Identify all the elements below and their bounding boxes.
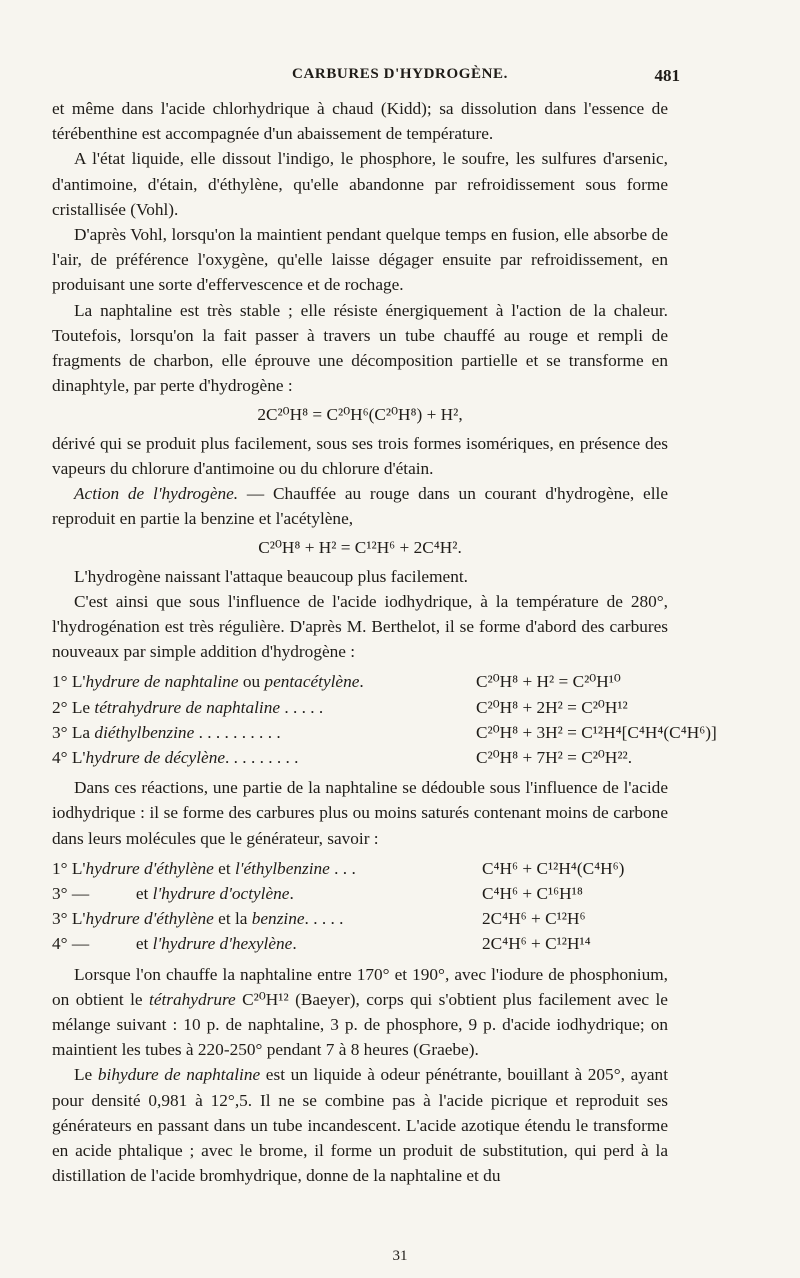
paragraph: et même dans l'acide chlorhydrique à chaud (Kidd); sa dissolution dans l'essence de térébenthine est accompagnée d'un abaissement de température.	[52, 99, 668, 144]
reaction-label: 1° L'hydrure d'éthylène et l'éthylbenzine . . .	[52, 858, 356, 878]
signature-mark: 31	[392, 1248, 408, 1264]
reaction-row	[52, 745, 668, 770]
reaction-label: 3° — et l'hydrure d'octylène.	[52, 884, 294, 904]
reaction-label: 3° L'hydrure d'éthylène et la benzine. . . . .	[52, 909, 344, 929]
reaction-label: 4° — et l'hydrure d'hexylène.	[52, 934, 297, 954]
reaction-list-2	[52, 856, 668, 957]
reaction-formula: C²⁰H⁸ + H² = C²⁰H¹⁰	[476, 672, 621, 692]
reaction-formula: 2C⁴H⁶ + C¹²H⁶	[482, 909, 586, 929]
paragraph: Le bihydure de naphtaline est un liquide à odeur pénétrante, bouillant à 205°, ayant pour densité 0,981 à 12°,5. Il ne se combine pas à l'acide picrique et reproduit ses générateurs en passant dans un tube incandescent. L'acide azotique étendu le transforme en acide phtalique ; avec le brome, il forme un produit de substitution, qui perd à la distillation de l'acide bromhydrique, donne de la naphtaline et du	[52, 1065, 668, 1186]
paragraph: L'hydrogène naissant l'attaque beaucoup plus facilement.	[74, 566, 468, 586]
reaction-row	[52, 669, 668, 694]
paragraph: Lorsque l'on chauffe la naphtaline entre 170° et 190°, avec l'iodure de phosphonium, on obtient le tétrahydrure C²⁰H¹² (Baeyer), corps qui s'obtient plus facilement avec le mélange suivant : 10 p. de naphtaline, 3 p. de phosphore, 9 p. d'acide iodhydrique; on maintient les tubes à 220-250° pendant 7 à 8 heures (Graebe).	[52, 964, 668, 1060]
reaction-row	[52, 856, 668, 881]
reaction-formula: C²⁰H⁸ + 3H² = C¹²H⁴[C⁴H⁴(C⁴H⁶)]	[476, 722, 717, 742]
paragraph: A l'état liquide, elle dissout l'indigo, le phosphore, le soufre, les sulfures d'arsenic, d'antimoine, d'étain, d'éthylène, qu'elle abandonne par refroidissement sous forme cristallisée (Vohl).	[52, 149, 668, 219]
reaction-row	[52, 695, 668, 720]
reaction-formula: C⁴H⁶ + C¹²H⁴(C⁴H⁶)	[482, 858, 625, 878]
reaction-list-1	[52, 669, 717, 770]
paragraph	[52, 481, 668, 531]
reaction-row	[52, 881, 668, 906]
paragraph: Dans ces réactions, une partie de la naphtaline se dédouble sous l'influence de l'acide iodhydrique : il se forme des carbures plus ou moins saturés contenant moins de carbone dans leurs molécules que le générateur, savoir :	[52, 778, 668, 848]
inline-formula: C²⁰H¹²	[242, 989, 289, 1009]
equation-hydrogenation: C²⁰H⁸ + H² = C¹²H⁶ + 2C⁴H².	[258, 538, 462, 558]
equation-dinaphtyle: 2C²⁰H⁸ = C²⁰H⁶(C²⁰H⁸) + H²,	[257, 405, 463, 425]
paragraph: D'après Vohl, lorsqu'on la maintient pendant quelque temps en fusion, elle absorbe de l'air, de préférence l'oxygène, qu'elle laisse dégager ensuite par refroidissement, en produisant une sorte d'effervescence et de rochage.	[52, 225, 668, 295]
running-title: CARBURES D'HYDROGÈNE.	[292, 66, 508, 82]
reaction-formula: C⁴H⁶ + C¹⁶H¹⁸	[482, 884, 583, 904]
reaction-label: 4° L'hydrure de décylène. . . . . . . . .	[52, 748, 299, 768]
section-title: Action de l'hydrogène.	[74, 484, 239, 504]
reaction-label: 3° La diéthylbenzine . . . . . . . . . .	[52, 722, 281, 742]
reaction-row	[52, 720, 717, 745]
reaction-row	[52, 931, 668, 956]
page-number: 481	[654, 66, 680, 85]
reaction-label: 2° Le tétrahydrure de naphtaline . . . . .	[52, 697, 324, 717]
paragraph-text: — Chauffée au rouge dans un courant d'hydrogène, elle reproduit en partie la benzine et l'acétylène,	[52, 484, 668, 529]
body-text	[52, 96, 717, 1188]
paragraph: C'est ainsi que sous l'influence de l'acide iodhydrique, à la température de 280°, l'hydrogénation est très régulière. D'après M. Berthelot, il se forme d'abord des carbures nouveaux par simple addition d'hydrogène :	[52, 591, 668, 662]
reaction-formula: C²⁰H⁸ + 7H² = C²⁰H²².	[476, 748, 633, 768]
reaction-formula: 2C⁴H⁶ + C¹²H¹⁴	[482, 934, 591, 954]
paragraph: La naphtaline est très stable ; elle résiste énergiquement à l'action de la chaleur. Toutefois, lorsqu'on la fait passer à travers un tube chauffé au rouge et rempli de fragments de charbon, elle éprouve une décomposition partielle et se transforme en dinaphtyle, par perte d'hydrogène :	[52, 300, 668, 396]
reaction-row	[52, 906, 668, 931]
reaction-label: 1° L'hydrure de naphtaline ou pentacétylène.	[52, 672, 364, 692]
page-header	[0, 66, 800, 88]
reaction-formula: C²⁰H⁸ + 2H² = C²⁰H¹²	[476, 697, 628, 717]
paragraph: dérivé qui se produit plus facilement, sous ses trois formes isomériques, en présence des vapeurs du chlorure d'antimoine ou du chlorure d'étain.	[52, 433, 668, 478]
